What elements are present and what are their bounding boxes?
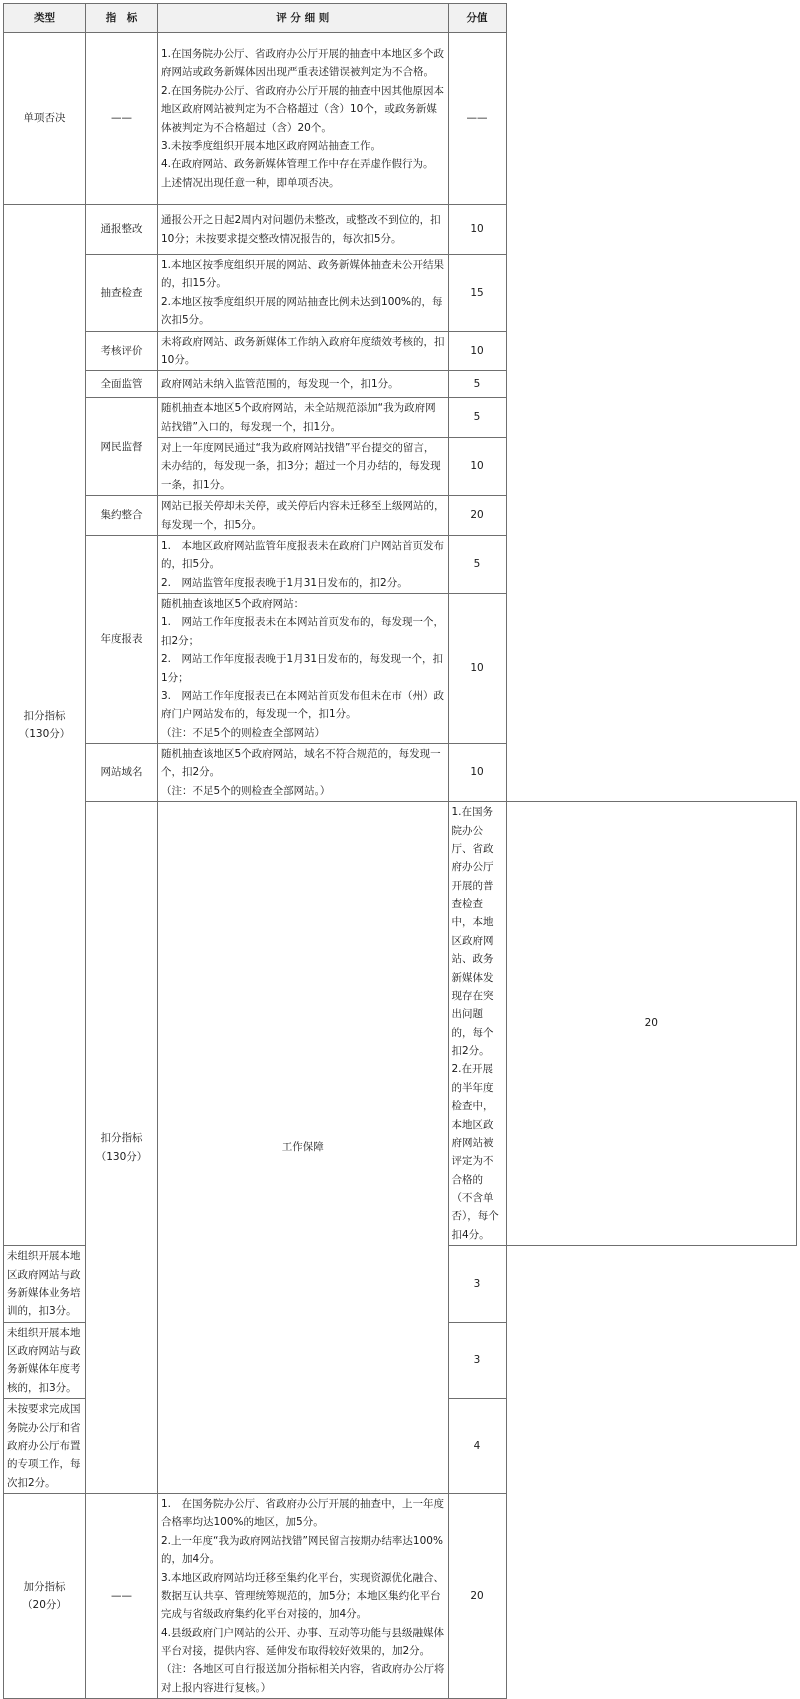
score-notify: 10 [448, 205, 506, 255]
criteria-line: 未组织开展本地区政府网站与政务新媒体业务培训的，扣3分。 [7, 1250, 81, 1318]
criteria-evaluation [158, 331, 449, 371]
criteria-spotcheck [158, 255, 449, 332]
evaluation-table [3, 3, 797, 1699]
criteria-line: （注：不足5个的则检查全部网站） [161, 726, 326, 739]
criteria-supervision [158, 371, 449, 398]
criteria-notify [158, 205, 449, 255]
deduct2-type-cell [86, 802, 158, 1494]
criteria-line: 2.在国务院办公厅、省政府办公厅开展的抽查中因其他原因本地区政府网站被判定为不合格超过（含）10个，或政务新媒体被判定为不合格超过（含）20个。 [161, 84, 445, 134]
score-consolidation: 20 [448, 496, 506, 536]
bonus-score: 20 [448, 1494, 506, 1699]
deduct2-type: 扣分指标 [100, 1132, 143, 1145]
indicator-notify: 通报整改 [86, 205, 158, 255]
criteria-line: 1.本地区按季度组织开展的网站、政务新媒体抽查未公开结果的，扣15分。 [161, 259, 445, 290]
criteria-line: 3. 网站工作年度报表已在本网站首页发布但未在市（州）政府门户网站发布的，每发现一个，扣1分。 [161, 689, 445, 721]
criteria-line: （注：不足5个的则检查全部网站。） [161, 784, 331, 797]
criteria-line: 网站已报关停却未关停，或关停后内容未迁移至上级网站的，每发现一个，扣5分。 [161, 500, 445, 531]
criteria-line: 1.在国务院办公厅、省政府办公厅开展的抽查中本地区多个政府网站或政务新媒体因出现严重表述错误被判定为不合格。 [161, 48, 445, 79]
deduct-row-supervision [4, 371, 797, 398]
criteria-line: 未按要求完成国务院办公厅和省政府办公厅布置的专项工作，每次扣2分。 [7, 1403, 81, 1489]
criteria-line: 2.在开展的半年度检查中，本地区政府网站被评定为不合格的（不含单否），每个扣4分。 [451, 1063, 499, 1241]
criteria-netizen-a [158, 398, 449, 438]
veto-criteria [158, 33, 449, 205]
criteria-line: 随机抽查该地区5个政府网站： [161, 598, 305, 610]
veto-score: —— [448, 33, 506, 205]
criteria-line: 4.县级政府门户网站的公开、办事、互动等功能与县级融媒体平台对接，提供内容、延伸发布取得较好效果的，加2分。 [161, 1626, 445, 1657]
deduct-type-points: （130分） [18, 728, 71, 741]
deduct-row-spotcheck [4, 255, 797, 332]
deduct-row-domain [4, 744, 797, 802]
score-guarantee-d: 4 [448, 1399, 506, 1494]
bonus-indicator: —— [86, 1494, 158, 1699]
deduct2-type-points: （130分） [95, 1150, 148, 1163]
criteria-line: 3.本地区政府网站均迁移至集约化平台，实现资源优化融合、数据互认共享、管理统筹规范的，加5分；本地区集约化平台完成与省级政府集约化平台对接的，加4分。 [161, 1571, 445, 1621]
criteria-line: 通报公开之日起2周内对问题仍未整改，或整改不到位的，扣10分；未按要求提交整改情况报告的，每次扣5分。 [161, 214, 441, 245]
deduct-type-cell [4, 205, 86, 1246]
score-supervision: 5 [448, 371, 506, 398]
criteria-line: 3.未按季度组织开展本地区政府网站抽查工作。 [161, 139, 382, 152]
bonus-type-cell [4, 1494, 86, 1699]
veto-type: 单项否决 [4, 33, 86, 205]
criteria-guarantee-b [4, 1246, 86, 1323]
header-criteria: 评 分 细 则 [158, 4, 449, 33]
criteria-line: 2. 网站工作年度报表晚于1月31日发布的，每发现一个，扣1分； [161, 653, 444, 684]
header-row [4, 4, 797, 33]
deduct-type: 扣分指标 [23, 709, 66, 722]
score-guarantee-b: 3 [448, 1246, 506, 1323]
criteria-line: 未将政府网站、政务新媒体工作纳入政府年度绩效考核的，扣10分。 [161, 335, 445, 366]
indicator-evaluation: 考核评价 [86, 331, 158, 371]
criteria-line: 上述情况出现任意一种，即单项否决。 [161, 176, 340, 189]
criteria-netizen-b [158, 438, 449, 496]
criteria-line: 1. 网站工作年度报表未在本网站首页发布的，每发现一个，扣2分； [161, 616, 445, 647]
indicator-domain: 网站域名 [86, 744, 158, 802]
criteria-line: 1. 在国务院办公厅、省政府办公厅开展的抽查中，上一年度合格率均达100%的地区，加5分。 [161, 1498, 445, 1529]
score-domain: 10 [448, 744, 506, 802]
header-score: 分值 [448, 4, 506, 33]
veto-row [4, 33, 797, 205]
criteria-domain [158, 744, 449, 802]
criteria-guarantee-c [4, 1322, 86, 1399]
criteria-line: 随机抽查本地区5个政府网站，未全站规范添加“我为政府网站找错”入口的，每发现一个，扣1分。 [161, 402, 436, 433]
criteria-guarantee-a [448, 802, 506, 1246]
criteria-line: （注：各地区可自行报送加分指标相关内容，省政府办公厅将对上报内容进行复核。） [161, 1663, 445, 1694]
bonus-row [4, 1494, 797, 1699]
bonus-type: 加分指标 [23, 1580, 66, 1593]
indicator-annual-report: 年度报表 [86, 535, 158, 743]
score-netizen-b: 10 [448, 438, 506, 496]
criteria-line: 对上一年度网民通过“我为政府网站找错”平台提交的留言，未办结的，每发现一条，扣3分；超过一个月办结的，每发现一条，扣1分。 [161, 442, 441, 491]
indicator-guarantee: 工作保障 [158, 802, 449, 1494]
veto-indicator: —— [86, 33, 158, 205]
header-type: 类型 [4, 4, 86, 33]
bonus-criteria [158, 1494, 449, 1699]
score-guarantee-a: 20 [506, 802, 797, 1246]
deduct-row-evaluation [4, 331, 797, 371]
criteria-report-b [158, 594, 449, 744]
deduct-row-report-a [4, 535, 797, 593]
criteria-line: 4.在政府网站、政务新媒体管理工作中存在弄虚作假行为。 [161, 158, 434, 171]
deduct-row-netizen-a [4, 398, 797, 438]
criteria-line: 2.上一年度“我为政府网站找错”网民留言按期办结率达100%的，加4分。 [161, 1534, 443, 1566]
criteria-line: 1.在国务院办公厅、省政府办公厅开展的普查检查中，本地区政府网站、政务新媒体发现存在突出问题的，每个扣2分。 [451, 806, 494, 1057]
criteria-report-a [158, 535, 449, 593]
indicator-consolidation: 集约整合 [86, 496, 158, 536]
score-netizen-a: 5 [448, 398, 506, 438]
indicator-supervision: 全面监管 [86, 371, 158, 398]
indicator-spotcheck: 抽查检查 [86, 255, 158, 332]
bonus-type-points: （20分） [22, 1599, 67, 1612]
score-spotcheck: 15 [448, 255, 506, 332]
guarantee-row-a [4, 802, 797, 1246]
criteria-consolidation [158, 496, 449, 536]
criteria-guarantee-d [4, 1399, 86, 1494]
criteria-line: 2.本地区按季度组织开展的网站抽查比例未达到100%的，每次扣5分。 [161, 295, 443, 327]
criteria-line: 2. 网站监管年度报表晚于1月31日发布的，扣2分。 [161, 576, 408, 589]
score-report-a: 5 [448, 535, 506, 593]
header-indicator: 指 标 [86, 4, 158, 33]
score-guarantee-c: 3 [448, 1322, 506, 1399]
deduct-row-consolidation [4, 496, 797, 536]
deduct-row-notify [4, 205, 797, 255]
criteria-line: 1. 本地区政府网站监管年度报表未在政府门户网站首页发布的，扣5分。 [161, 539, 445, 571]
indicator-netizen: 网民监督 [86, 398, 158, 496]
score-report-b: 10 [448, 594, 506, 744]
score-evaluation: 10 [448, 331, 506, 371]
criteria-line: 随机抽查该地区5个政府网站，域名不符合规范的，每发现一个，扣2分。 [161, 748, 441, 779]
criteria-line: 未组织开展本地区政府网站与政务新媒体年度考核的，扣3分。 [7, 1326, 81, 1394]
criteria-line: 政府网站未纳入监管范围的，每发现一个，扣1分。 [161, 378, 399, 391]
